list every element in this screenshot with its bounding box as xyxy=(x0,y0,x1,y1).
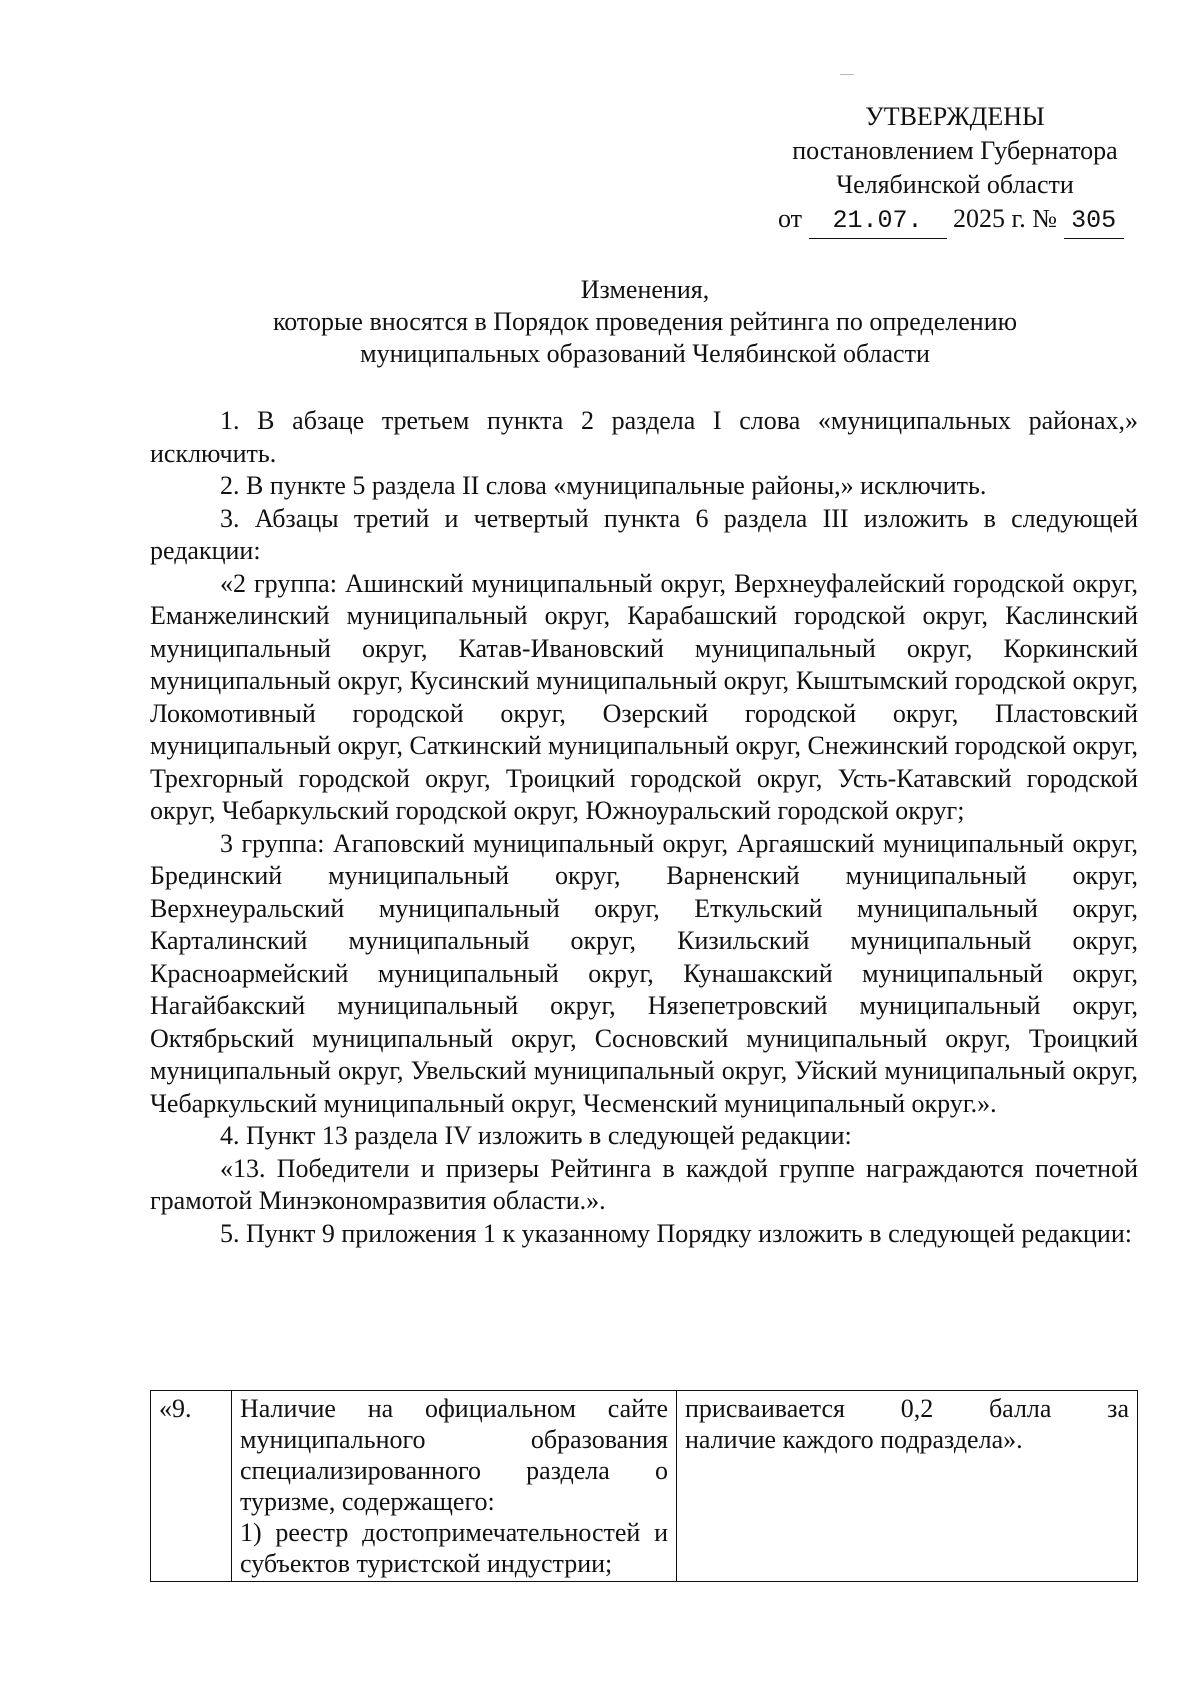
approval-date-line xyxy=(770,202,1140,239)
paragraph-group-3: 3 группа: Агаповский муниципальный округ, Аргаяшский муниципальный округ, Брединский муниципальный округ, Варненский муниципальный округ, Верхнеуральский муниципальный округ, Еткульский муниципальный округ, Карталинский муниципальный округ, Кизильский муниципальный округ, Красноармейский муниципальный округ, Кунашакский муниципальный округ, Нагайбакский муниципальный округ, Нязепетровский муниципальный округ, Октябрьский муниципальный округ, Сосновский муниципальный округ, Троицкий муниципальный округ, Увельский муниципальный округ, Уйский муниципальный округ, Чебаркульский муниципальный округ, Чесменский муниципальный округ.». xyxy=(150,828,1138,1118)
approval-heading: УТВЕРЖДЕНЫ xyxy=(865,102,1045,131)
document-title xyxy=(150,274,1140,370)
title-line-1: Изменения, xyxy=(580,275,710,304)
paragraph-group-2: «2 группа: Ашинский муниципальный округ, Верхнеуфалейский городской округ, Еманжелинский муниципальный округ, Карабашский городской округ, Каслинский муниципальный округ, Катав-Ивановский муниципальный округ, Коркинский муниципальный округ, Кусинский муниципальный округ, Кыштымский городской округ, Локомотивный городской округ, Озерский городской округ, Пластовский муниципальный округ, Саткинский муниципальный округ, Снежинский городской округ, Трехгорный городской округ, Троицкий городской округ, Усть-Катавский городской округ, Чебаркульский городской округ, Южноуральский городской округ; xyxy=(150,568,1138,825)
table-cell-score xyxy=(677,1391,1138,1582)
paragraph-4: 4. Пункт 13 раздела IV изложить в следующей редакции: xyxy=(220,1121,852,1150)
criterion-line: муниципального образования xyxy=(240,1425,668,1454)
decree-number: 305 xyxy=(1064,204,1124,239)
criterion-line: Наличие на официальном сайте xyxy=(240,1394,668,1423)
table-cell-number: «9. xyxy=(151,1391,232,1582)
table-row xyxy=(151,1391,1138,1582)
paragraph-6: 5. Пункт 9 приложения 1 к указанному Порядку изложить в следующей редакции: xyxy=(220,1218,1132,1248)
date-value: 21.07. xyxy=(809,204,947,239)
date-year: 2025 г. № xyxy=(953,204,1058,233)
approval-line-3: Челябинской области xyxy=(836,170,1074,199)
criterion-line: туризме, содержащего: xyxy=(240,1487,495,1516)
date-prefix: от xyxy=(778,204,803,233)
criterion-line: субъектов туристской индустрии; xyxy=(240,1549,613,1578)
scan-mark xyxy=(840,74,854,75)
document-body xyxy=(150,405,1138,1250)
title-line-3: муниципальных образований Челябинской области xyxy=(360,339,930,368)
paragraph-2: 2. В пункте 5 раздела II слова «муниципальные районы,» исключить. xyxy=(220,471,987,500)
table-cell-criterion xyxy=(232,1391,677,1582)
criterion-line: 1) реестр достопримечательностей и xyxy=(240,1518,668,1547)
paragraph-1: 1. В абзаце третьем пункта 2 раздела I слова «муниципальных районах,» исключить. xyxy=(150,406,1138,468)
title-line-2: которые вносятся в Порядок проведения рейтинга по определению xyxy=(272,307,1018,336)
criteria-table xyxy=(150,1390,1138,1582)
score-line: присваивается 0,2 балла за xyxy=(685,1394,1129,1423)
paragraph-5: «13. Победители и призеры Рейтинга в каждой группе награждаются почетной грамотой Минэкономразвития области.». xyxy=(150,1153,1138,1215)
criterion-line: специализированного раздела о xyxy=(240,1456,668,1485)
score-line: наличие каждого подраздела». xyxy=(685,1425,1023,1454)
approval-line-2: постановлением Губернатора xyxy=(792,136,1118,165)
paragraph-3: 3. Абзацы третий и четвертый пункта 6 раздела III изложить в следующей редакции: xyxy=(150,503,1138,565)
approval-stamp xyxy=(770,100,1140,239)
